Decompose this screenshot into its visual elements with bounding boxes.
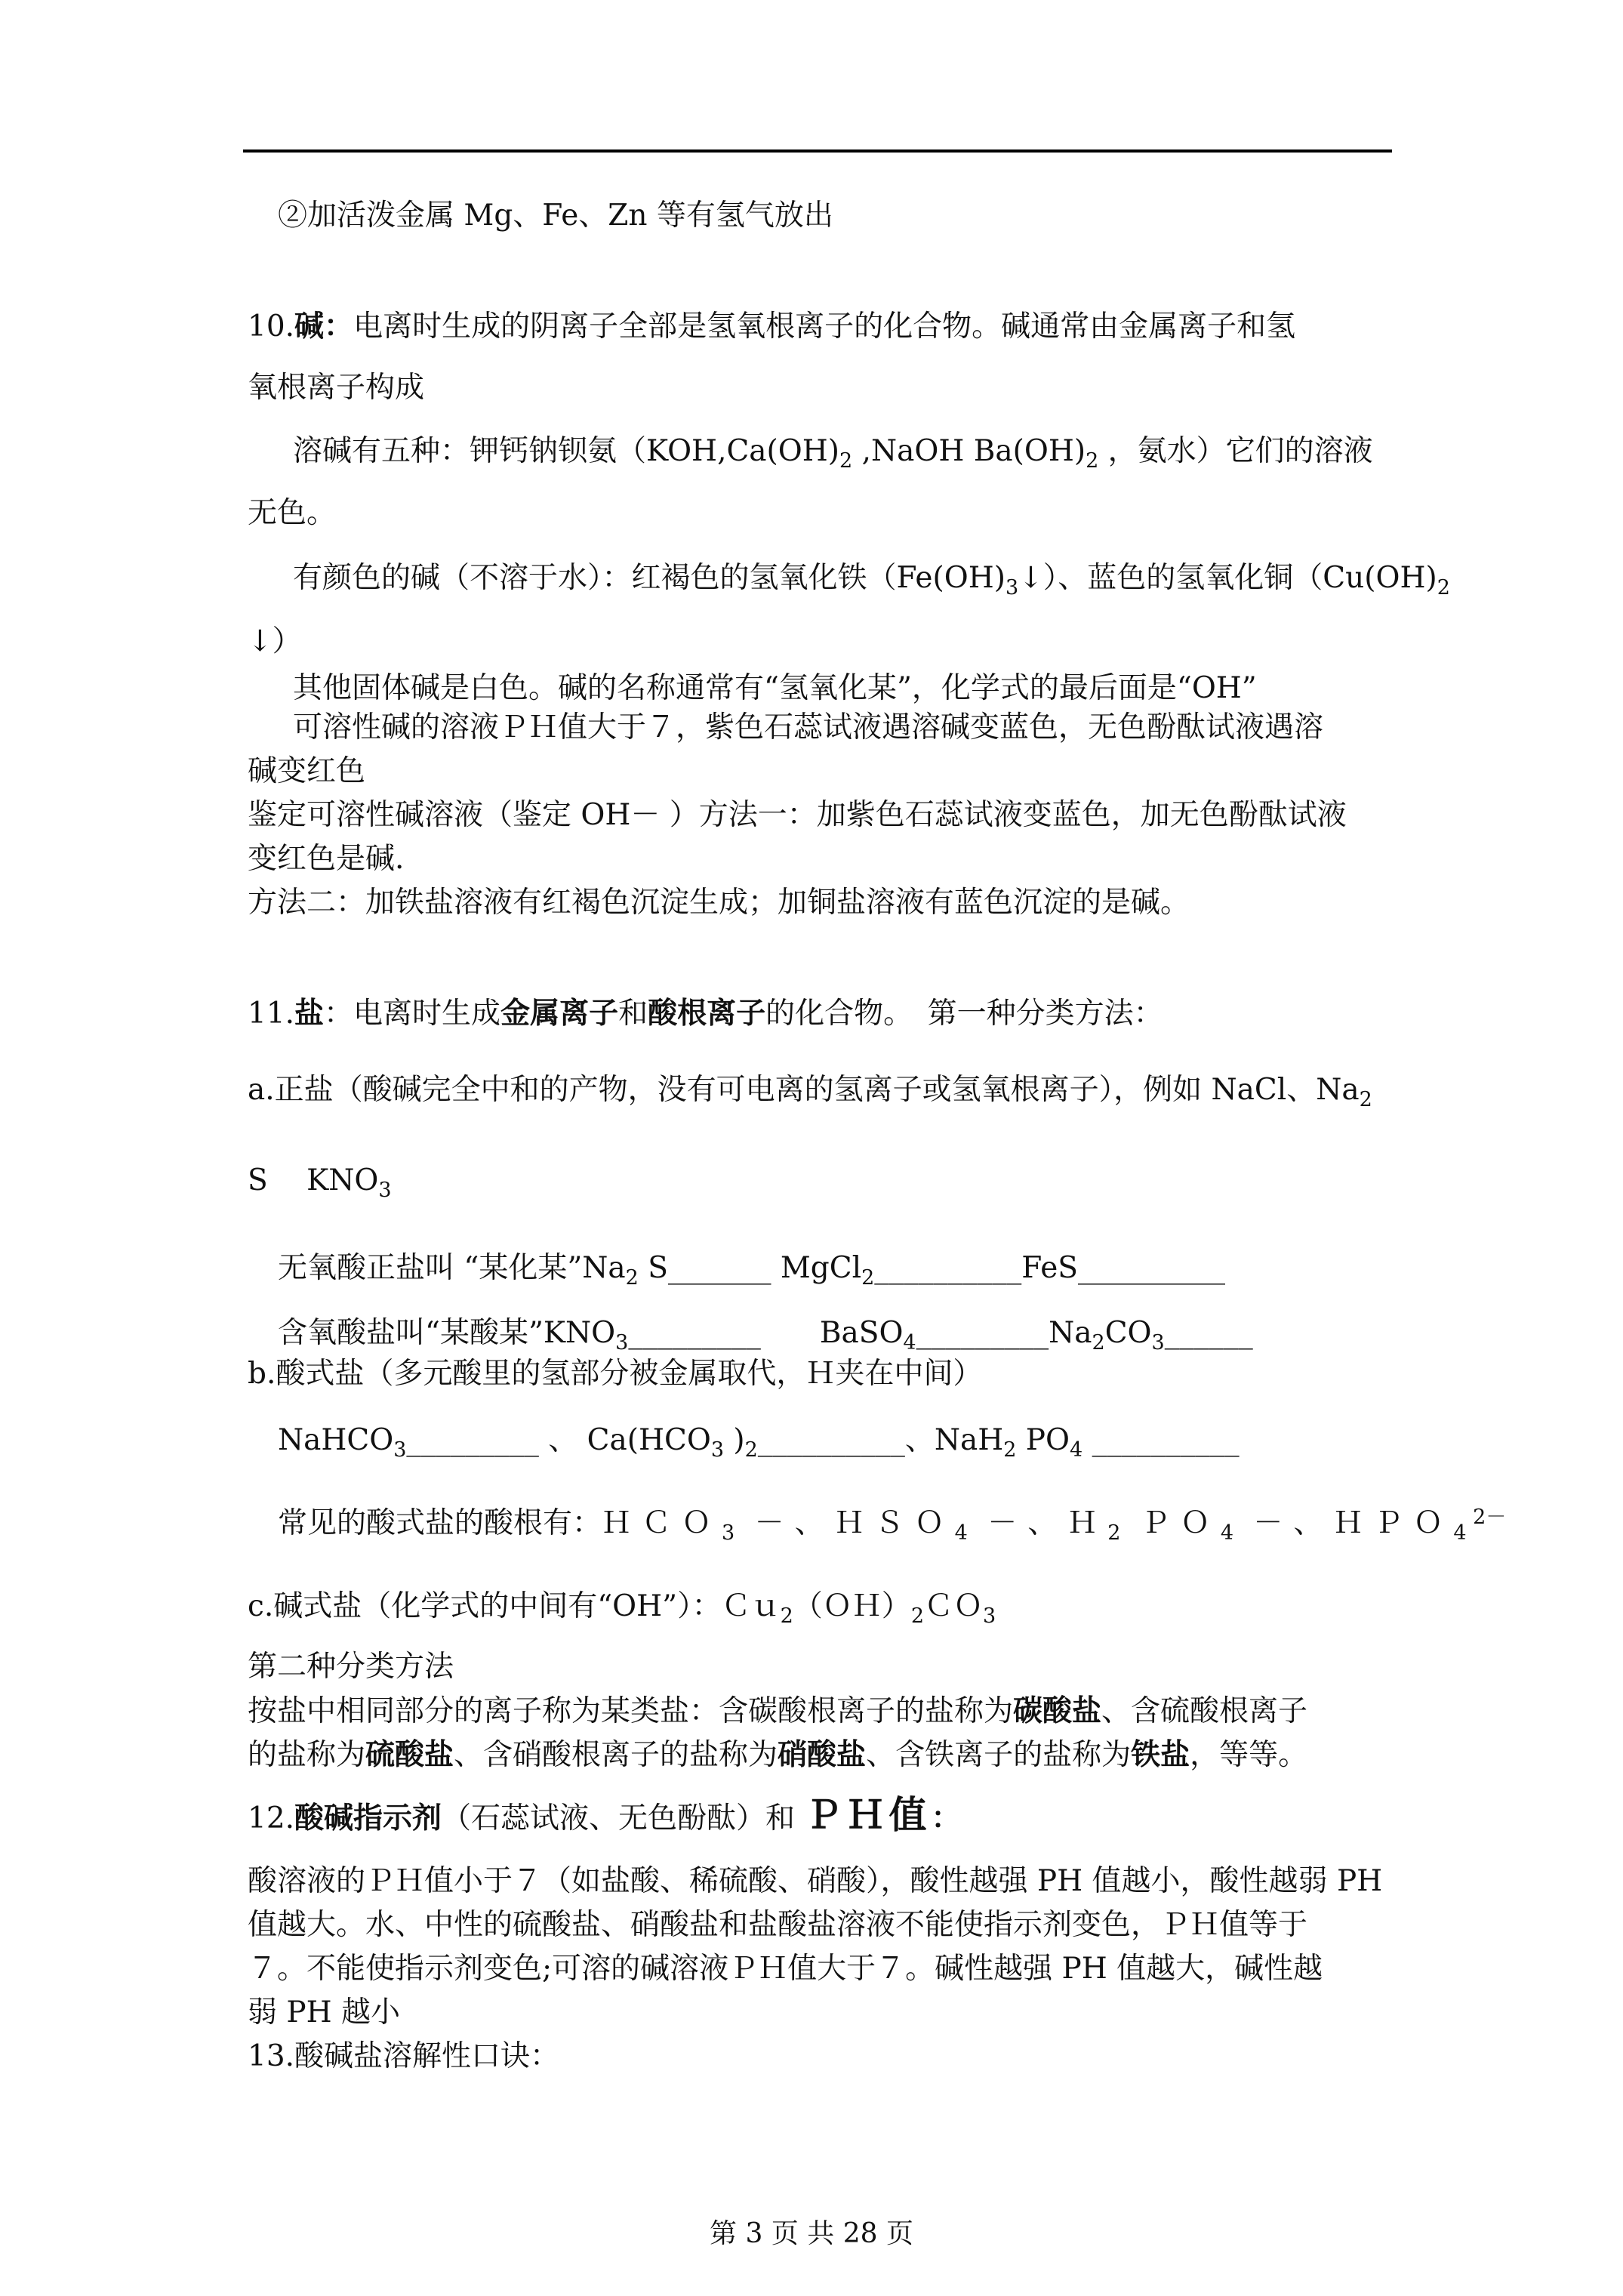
line: 碱变红色 [248,754,366,788]
term-salt: 盐 [294,996,325,1031]
line: 弱 PH 越小 [248,1996,401,2029]
section-12-heading: 12.酸碱指示剂（石蕊试液、无色酚酞）和 ＰＨ值： [248,1792,961,1837]
line-basic-salt: c.碱式盐（化学式的中间有“OH”）：$Cu_2(OH)_2CO_3$ [248,1589,996,1628]
line: 可溶性碱的溶液ＰＨ值大于７，紫色石蕊试液遇溶碱变蓝色，无色酚酞试液遇溶 [293,710,1324,744]
line: 方法二：加铁盐溶液有红褐色沉淀生成；加铜盐溶液有蓝色沉淀的是碱。 [248,886,1190,920]
line: 氧根离子构成 [248,371,425,405]
line-oxygen-free-salt: 无氧酸正盐叫 “某化某$”Na_2$ S_______ MgCl$_2$__________FeS__________ [278,1251,1225,1290]
section-11-heading: 11.盐：电离时生成金属离子和酸根离子的化合物。 第一种分类方法： [248,996,1163,1031]
line: 第二种分类方法 [248,1650,454,1684]
line-active-metals: ②加活泼金属 Mg、Fe、Zn 等有氢气放出 [278,199,833,233]
line: 无色。 [248,496,337,530]
line: 值越大。水、中性的硫酸盐、硝酸盐和盐酸盐溶液不能使指示剂变色，ＰＨ值等于 [248,1908,1308,1942]
line-soluble-bases: 溶碱有五种：钾钙钠钡氨（$KOH,Ca(OH)_2$ ,NaOH $Ba(OH)_2$ ，氨水）它们的溶液 [293,434,1373,473]
line-colored-bases: 有颜色的碱（不溶于水）：红褐色的氢氧化铁$(Fe(OH)_3↓)$、蓝色的氢氧化铜（$Cu(OH)_2$ [293,561,1450,599]
term-base: 碱 [294,309,325,344]
line: S $KNO_3$ [248,1163,392,1202]
line: 按盐中相同部分的离子称为某类盐：含碳酸根离子的盐称为碳酸盐、含硫酸根离子 [248,1693,1308,1728]
line: 变红色是碱. [248,842,405,876]
line: ↓） [248,624,302,658]
section-13-heading: 13.酸碱盐溶解性口诀： [248,2039,560,2073]
line: 酸溶液的ＰＨ值小于７（如盐酸、稀硫酸、硝酸），酸性越强 PH 值越小，酸性越弱 PH [248,1864,1383,1898]
line: 的盐称为硫酸盐、含硝酸根离子的盐称为硝酸盐、含铁离子的盐称为铁盐，等等。 [248,1737,1308,1772]
line: 其他固体碱是白色。碱的名称通常有“氢氧化某”，化学式的最后面是“OH” [293,671,1257,705]
section-10-heading: 10.碱：电离时生成的阴离子全部是氢氧根离子的化合物。碱通常由金属离子和氢 [248,309,1296,344]
line: ７。不能使指示剂变色;可溶的碱溶液ＰＨ值大于７。碱性越强 PH 值越大，碱性越 [248,1952,1323,1986]
line-acid-salt: b.酸式盐（多元酸里的氢部分被金属取代，Ｈ夹在中间） [248,1357,983,1391]
line-normal-salt: a.正盐（酸碱完全中和的产物，没有可电离的氢离子或氢氧根离子），例如 NaCl、$Na_2$ [248,1073,1372,1111]
line-acid-salt-examples: NaHCO$_3$_________ 、 $Ca(HCO_3$ )$_2\_\_\_\_\_\_\_\_\_\_$、NaH$_2$ $PO_4$ __________ [278,1423,1240,1462]
header-rule [243,149,1392,153]
line-oxy-salt: 含氧酸盐叫“某酸某$”KNO_3\_\_\_\_\_\_\_\_\_$ $BaSO_4\_\_\_\_\_\_\_\_\_Na_2CO_3\_\_\_\_\_\_$ [278,1316,1253,1354]
line-acid-radicals: 常见的酸式盐的酸根有：ＨＣＯ$_3$ －、ＨＳＯ$_4$ －、Ｈ$_2$ ＰＯ$_4$ －、ＨＰＯ$_4$ $^{2-}$ [278,1505,1507,1545]
page-number-footer: 第 3 页 共 28 页 [710,2218,913,2249]
line: 鉴定可溶性碱溶液（鉴定 OH－ ）方法一：加紫色石蕊试液变蓝色，加无色酚酞试液 [248,798,1347,832]
